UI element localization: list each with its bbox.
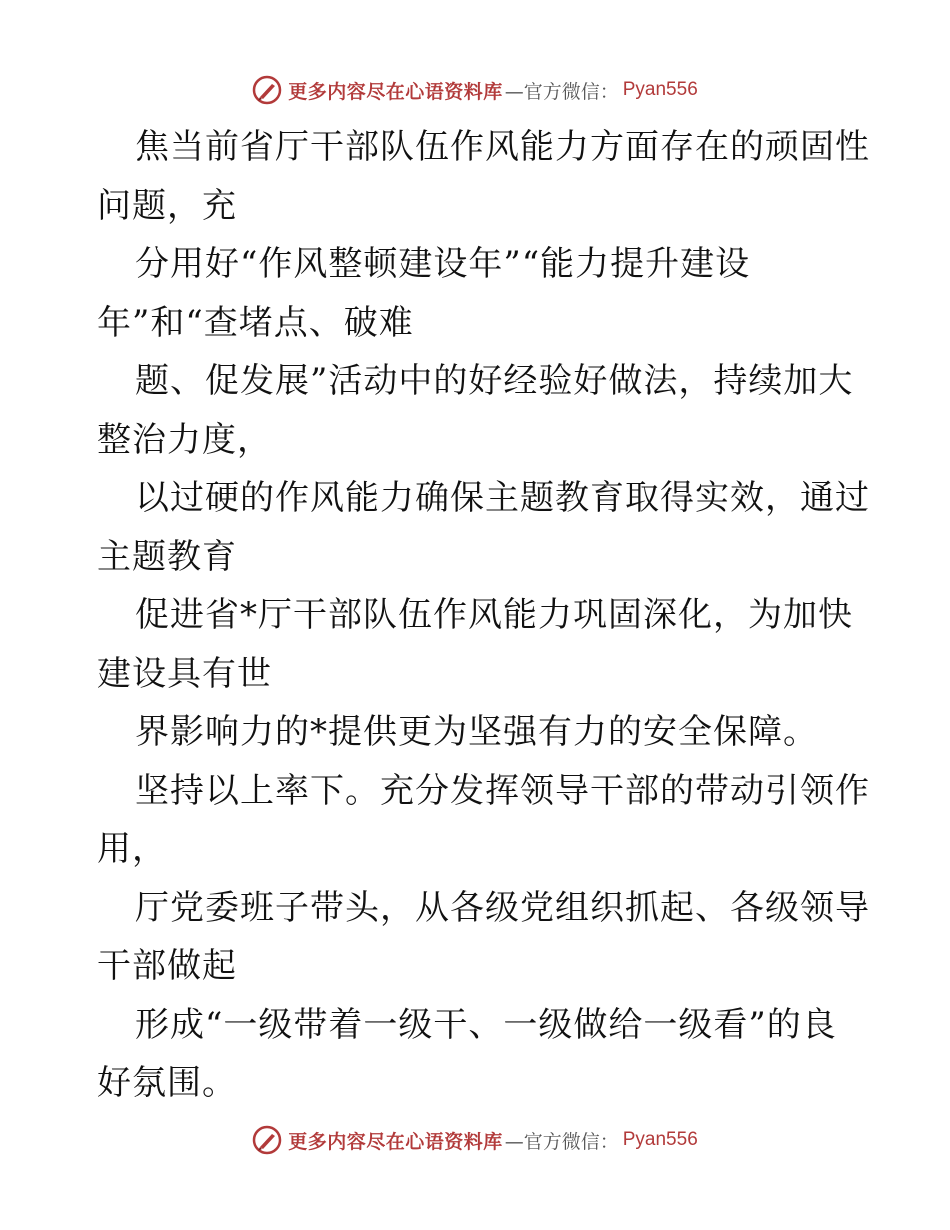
body-line: 干部做起 (97, 946, 237, 986)
watermark-separator: —官方微信： (504, 80, 619, 103)
body-line: 好氛围。 (97, 1063, 237, 1103)
body-line: 整治力度， (97, 419, 272, 460)
quill-pen-logo-icon (252, 1125, 282, 1155)
body-line: 问题，充 (97, 185, 237, 226)
watermark-wechat-id: Pyan556 (622, 1129, 698, 1150)
body-line: 分用好“作风整顿建设年”“能力提升建设 (135, 244, 751, 284)
body-line: 促进省*厅干部队伍作风能力巩固深化，为加快 (135, 595, 853, 635)
header-watermark (0, 70, 950, 110)
body-line: 厅党委班子带头，从各级党组织抓起、各级领导 (135, 887, 870, 928)
footer-watermark (0, 1120, 950, 1160)
body-line: 年”和“查堵点、破难 (97, 302, 414, 343)
body-line: 用， (97, 829, 167, 869)
watermark-separator: —官方微信： (504, 1130, 619, 1153)
body-line: 题、促发展”活动中的好经验好做法，持续加大 (135, 361, 854, 401)
document-body (97, 118, 870, 1113)
body-line: 焦当前省厅干部队伍作风能力方面存在的顽固性 (135, 127, 870, 167)
body-line: 以过硬的作风能力确保主题教育取得实效，通过 (135, 478, 870, 518)
body-line: 建设具有世 (97, 653, 272, 694)
watermark-brand-text: 更多内容尽在心语资料库 (288, 80, 503, 103)
watermark-wechat-id: Pyan556 (622, 79, 698, 100)
body-line: 形成“一级带着一级干、一级做给一级看”的良 (135, 1004, 837, 1045)
watermark-brand-text: 更多内容尽在心语资料库 (288, 1130, 503, 1153)
body-line: 主题教育 (97, 536, 237, 577)
quill-pen-logo-icon (252, 75, 282, 105)
body-line: 界影响力的*提供更为坚强有力的安全保障。 (135, 712, 818, 752)
body-line: 坚持以上率下。充分发挥领导干部的带动引领作 (135, 770, 870, 811)
